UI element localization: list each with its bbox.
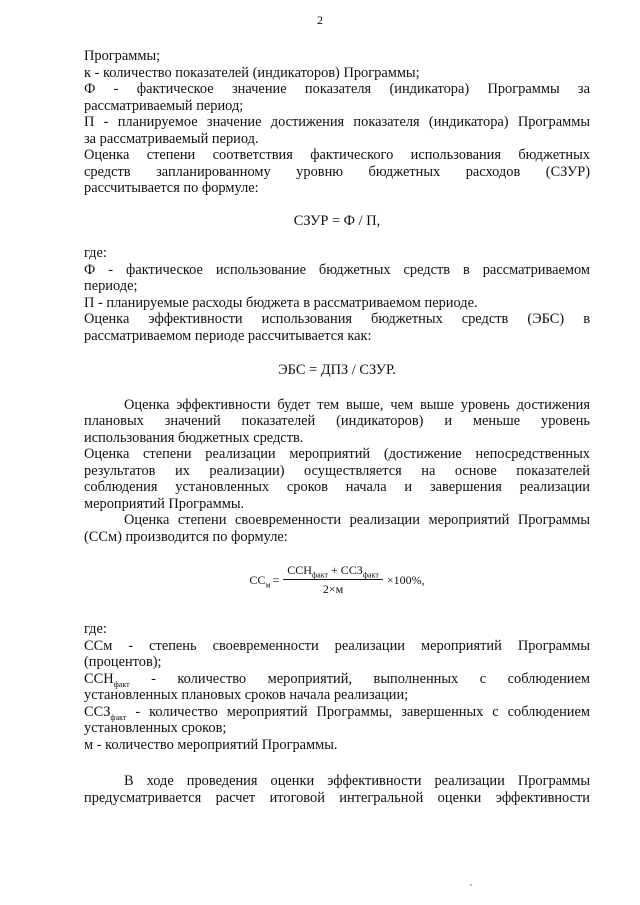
text-line: Оценка эффективности будет тем выше, чем выше уровень достижения — [124, 396, 590, 413]
text-line: рассматриваемом периоде рассчитывается как: — [84, 327, 372, 344]
text-line: где: — [84, 621, 107, 637]
text-line: средств запланированному уровню бюджетных расходов (СЗУР) — [84, 163, 590, 180]
text-line: (процентов); — [84, 654, 162, 670]
formula-ssm-tail: ×100%, — [386, 572, 425, 587]
formula-ssm-denominator: 2×м — [322, 582, 344, 596]
text-line: использования бюджетных средств. — [84, 429, 304, 446]
text-line: предусматривается расчет итоговой интегральной оценки эффективности — [84, 789, 590, 806]
text-line: рассчитывается по формуле: — [84, 180, 259, 196]
page-number: 2 — [317, 13, 323, 27]
text-line: плановых значений показателей (индикаторов) и меньше уровень — [84, 413, 590, 429]
formula-ssm-equals: = — [272, 572, 280, 587]
text-line: В ходе проведения оценки эффективности реализации Программы — [124, 773, 590, 789]
text-line: установленных сроков; — [84, 720, 227, 736]
text-line: Ф - фактическое значение показателя (индикатора) Программы за — [84, 81, 590, 97]
text-line: $ССЗ_{факт}$ - количество мероприятий Программы, завершенных с соблюдением — [84, 703, 590, 722]
text-line: Оценка эффективности использования бюджетных средств (ЭБС) в — [84, 311, 590, 327]
formula-ssm — [84, 563, 590, 597]
text-line: к - количество показателей (индикаторов) Программы; — [84, 64, 420, 81]
formula-ssm-numerator: $ССН_{факт} + ССЗ_{факт}$ — [283, 563, 383, 580]
text-line: $ССН_{факт}$ - количество мероприятий, выполненных с соблюдением — [84, 670, 590, 689]
formula-ssm-fraction — [283, 563, 383, 597]
text-line: Оценка степени своевременности реализации мероприятий Программы — [124, 512, 590, 528]
text-line: рассматриваемый период; — [84, 97, 244, 114]
text-line: периоде; — [84, 278, 138, 294]
text-line: ССм - степень своевременности реализации мероприятий Программы — [84, 637, 590, 654]
text-line: соблюдения установленных сроков начала и завершения реализации — [84, 479, 590, 495]
text-line: мероприятий Программы. — [84, 495, 245, 512]
text-line: м - количество мероприятий Программы. — [84, 736, 338, 753]
text-line: Ф - фактическое использование бюджетных средств в рассматриваемом — [84, 261, 590, 278]
text-line: установленных плановых сроков начала реализации; — [84, 687, 409, 703]
text-line: результатов их реализации) осуществляется на основе показателей — [84, 462, 590, 479]
text-line: (ССм) производится по формуле: — [84, 528, 288, 545]
formula-ssm-lhs: $СС_м$ — [249, 572, 271, 590]
text-line: за рассматриваемый период. — [84, 130, 259, 147]
scan-dot — [470, 884, 472, 886]
text-line: П - планируемое значение достижения показателя (индикатора) Программы — [84, 114, 590, 130]
text-line: П - планируемые расходы бюджета в рассматриваемом периоде. — [84, 294, 478, 311]
text-line: Оценка степени реализации мероприятий (достижение непосредственных — [84, 446, 590, 462]
formula-ebs: ЭБС = ДПЗ / СЗУР. — [278, 362, 396, 378]
formula-szur: СЗУР = Ф / П, — [293, 212, 381, 229]
text-line: где: — [84, 245, 107, 261]
text-line: Оценка степени соответствия фактического использования бюджетных — [84, 147, 590, 163]
text-line: Программы; — [84, 48, 161, 64]
document-body — [84, 48, 590, 806]
